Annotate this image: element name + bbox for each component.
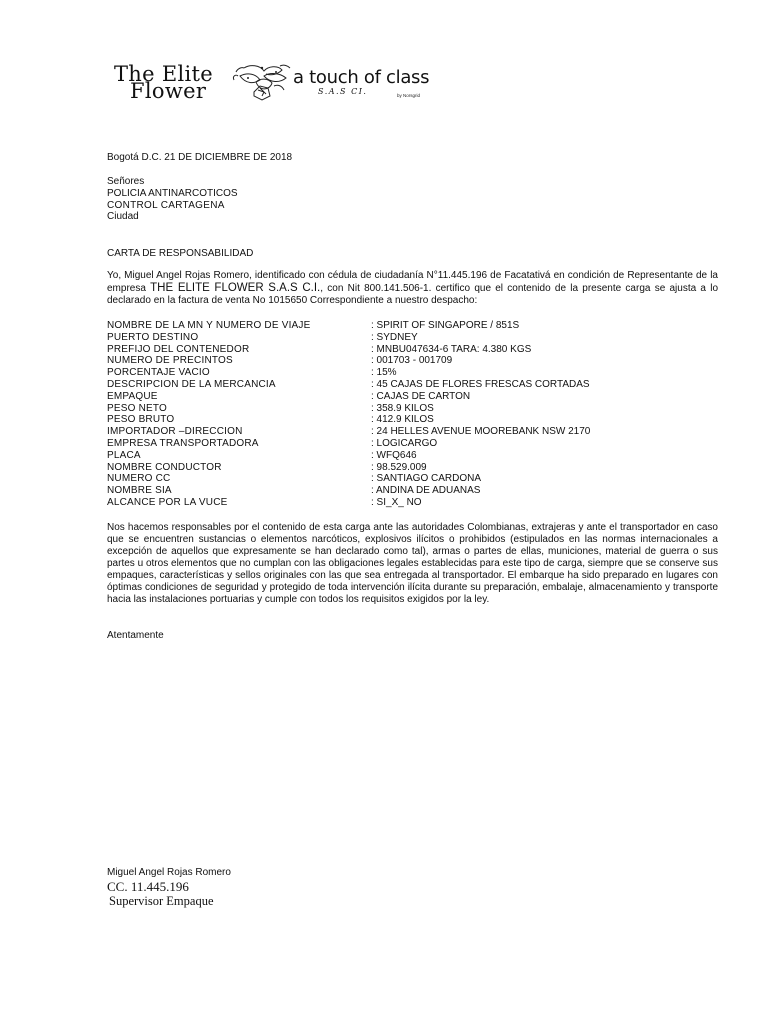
field-row — [107, 473, 718, 485]
field-value: : ANDINA DE ADUANAS — [371, 485, 481, 497]
field-label: EMPRESA TRANSPORTADORA — [107, 437, 259, 449]
field-row — [107, 485, 718, 497]
field-label: PUERTO DESTINO — [107, 331, 199, 343]
field-label: EMPAQUE — [107, 390, 158, 402]
field-value: : SANTIAGO CARDONA — [371, 473, 482, 485]
field-label: NOMBRE DE LA MN Y NUMERO DE VIAJE — [107, 320, 311, 331]
signature-name: Miguel Angel Rojas Romero — [107, 867, 231, 878]
logo-by-text: by Norsgrid — [397, 93, 421, 98]
field-label: ALCANCE POR LA VUCE — [107, 496, 228, 508]
field-value: : LOGICARGO — [371, 437, 438, 449]
field-label: PESO NETO — [107, 402, 167, 414]
field-row — [107, 497, 718, 509]
logo-company-suffix: S.A.S CI. — [318, 87, 368, 96]
field-row — [107, 450, 718, 462]
field-value: : 001703 - 001709 — [371, 355, 453, 367]
logo-tagline: a touch of class — [293, 67, 430, 88]
field-row — [107, 403, 718, 415]
field-row — [107, 367, 718, 379]
signature-role: Supervisor Empaque — [109, 894, 214, 908]
field-row — [107, 426, 718, 438]
field-value: : 24 HELLES AVENUE MOOREBANK NSW 2170 — [371, 426, 591, 438]
date-line: Bogotá D.C. 21 DE DICIEMBRE DE 2018 — [107, 152, 293, 163]
field-label: NUMERO DE PRECINTOS — [107, 355, 233, 367]
company-name: THE ELITE FLOWER S.A.S C.I. — [150, 282, 321, 294]
recipient-line-2: CONTROL CARTAGENA — [107, 200, 225, 211]
recipient-line-3: Ciudad — [107, 211, 139, 222]
recipient-line-1: POLICIA ANTINARCOTICOS — [107, 188, 238, 199]
closing-text: Atentamente — [107, 630, 164, 641]
field-label: NOMBRE CONDUCTOR — [107, 461, 222, 473]
field-label: NOMBRE SIA — [107, 485, 172, 497]
field-value: : SPIRIT OF SINGAPORE / 851S — [371, 320, 520, 331]
field-value: : 45 CAJAS DE FLORES FRESCAS CORTADAS — [371, 378, 590, 390]
field-value: : 358.9 KILOS — [371, 402, 434, 414]
field-label: PESO BRUTO — [107, 414, 175, 426]
field-label: NUMERO CC — [107, 473, 171, 485]
logo-line-1: The Elite — [114, 62, 213, 86]
field-value: : WFQ646 — [371, 449, 417, 461]
field-label: PREFIJO DEL CONTENEDOR — [107, 343, 250, 355]
flower-emblem-icon — [230, 62, 294, 102]
field-value: : SYDNEY — [371, 331, 418, 343]
field-value: : 98.529.009 — [371, 461, 427, 473]
responsibility-paragraph: Nos hacemos responsables por el contenido de esta carga ante las autoridades Colombianas, extrajeras y ante el transportador en caso que se encuentren sustancias o elementos narcóticos, explosivos ilícitos o prohibidos (estipulados en las normas internacionales a excepción de aquellos que expresamente se han declarado como tal), armas o partes de ellas, municiones, material de guerra o sus partes u otros elementos que no cumplan con las obligaciones legales establecidas para este tipo de carga, siempre que se conserve sus empaques, características y sellos originales con las que sea entregada al transportador. El embarque ha sido preparado en lugares con óptimas condiciones de seguridad y protegido de toda intervención ilícita durante su preparación, embalaje, almacenamiento y transporte hacia las instalaciones portuarias y cumple con todos los requisitos exigidos por la ley. — [107, 522, 718, 605]
letter-subject: CARTA DE RESPONSABILIDAD — [107, 248, 254, 259]
field-value: : SI_X_ NO — [371, 496, 422, 508]
field-row — [107, 438, 718, 450]
company-logo — [108, 60, 438, 104]
field-row — [107, 391, 718, 403]
shipment-details — [107, 320, 718, 509]
logo-line-2: Flower — [130, 79, 207, 103]
field-row — [107, 332, 718, 344]
intro-text-part-1: Yo, Miguel Angel Rojas Romero, identificado con cédula de ciudadanía N°11.445.196 de Facatativá en condición de Representante de la empresa — [107, 270, 718, 294]
field-row — [107, 379, 718, 391]
field-row — [107, 320, 718, 332]
field-row — [107, 462, 718, 474]
field-row — [107, 344, 718, 356]
field-label: DESCRIPCION DE LA MERCANCIA — [107, 378, 276, 390]
field-value: : MNBU047634-6 TARA: 4.380 KGS — [371, 343, 532, 355]
field-label: PORCENTAJE VACIO — [107, 367, 210, 379]
field-value: : CAJAS DE CARTON — [371, 390, 471, 402]
field-label: IMPORTADOR –DIRECCION — [107, 426, 243, 438]
field-value: : 412.9 KILOS — [371, 414, 434, 426]
field-label: PLACA — [107, 449, 141, 461]
field-row — [107, 414, 718, 426]
signature-id: CC. 11.445.196 — [107, 879, 189, 894]
recipient-salutation: Señores — [107, 176, 145, 187]
field-row — [107, 355, 718, 367]
field-value: : 15% — [371, 367, 397, 379]
intro-paragraph — [107, 270, 718, 307]
intro-text-part-2: , con Nit 800.141.506-1. certifico que el contenido de la presente carga se ajusta a lo declarado en la factura de venta No 1015650 Correspondiente a nuestro despacho: — [107, 283, 719, 306]
